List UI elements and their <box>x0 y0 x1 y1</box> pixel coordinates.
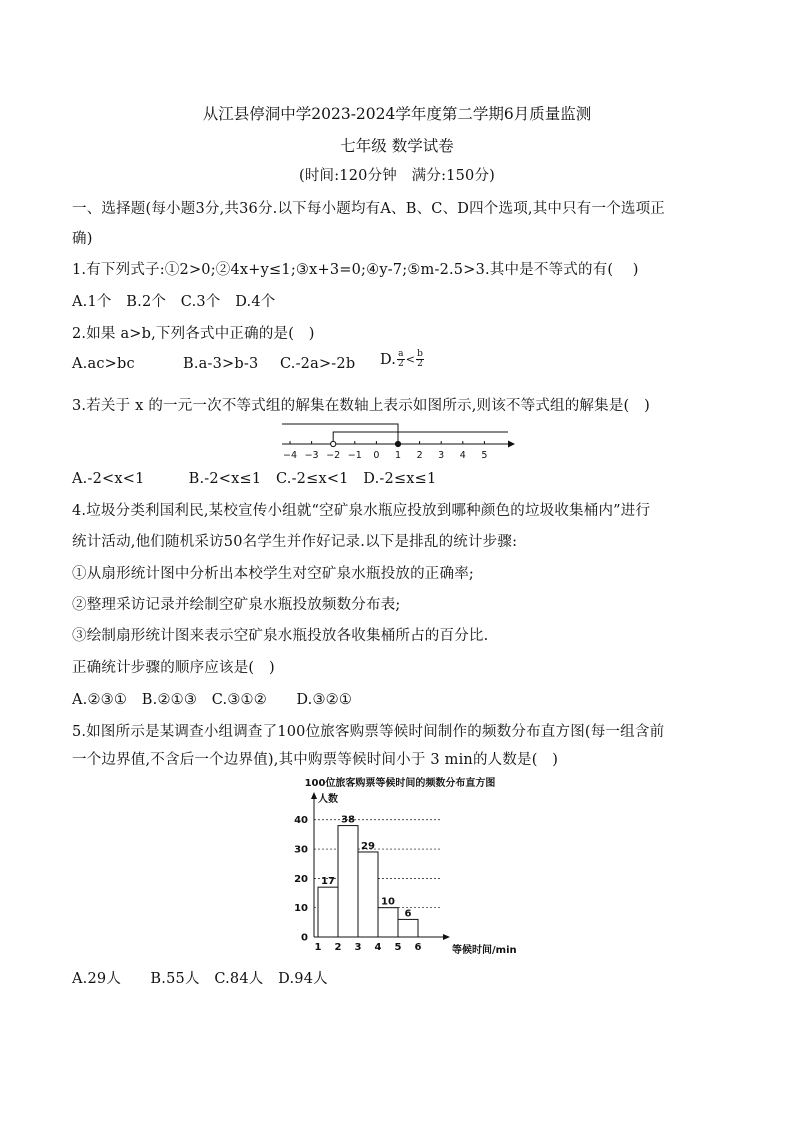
fraction-numerator: a <box>398 349 404 359</box>
number-line-tick-label: 4 <box>459 450 466 461</box>
q2-fraction-a-over-2 <box>397 350 405 369</box>
q2-option-c: C.-2a>-2b <box>280 356 356 372</box>
chart-title: 100位旅客购票等候时间的频数分布直方图 <box>304 778 496 789</box>
y-axis-label: 人数 <box>318 794 338 805</box>
q5-stem-line1: 5.如图所示是某调查小组调查了100位旅客购票等候时间制作的频数分布直方图(每一组含前 <box>72 724 665 740</box>
x-tick-label: 5 <box>394 942 402 953</box>
exam-title: 从江县停洞中学2023-2024学年度第二学期6月质量监测 <box>202 105 592 123</box>
q2-option-b: B.a-3>b-3 <box>183 356 259 372</box>
q5-options: A.29人 B.55人 C.84人 D.94人 <box>72 971 328 987</box>
q2-stem: 2.如果 a>b,下列各式中正确的是( ) <box>72 326 315 342</box>
histogram-bar <box>398 919 418 937</box>
q4-options: A.②③① B.②①③ C.③①② D.③②① <box>72 692 353 708</box>
q2-option-d-prefix: D. <box>380 351 397 368</box>
histogram-bar <box>338 826 358 937</box>
y-tick-label: 10 <box>294 903 308 915</box>
number-line-tick-label: −4 <box>282 450 298 461</box>
exam-time-info: (时间:120分钟 满分:150分) <box>298 168 496 184</box>
number-line-tick-label: −3 <box>304 450 319 461</box>
number-line-tick-label: 2 <box>416 450 423 461</box>
q5-stem-line2: 一个边界值,不含后一个边界值),其中购票等候时间小于 3 min的人数是( ) <box>72 752 559 768</box>
left-endpoint-marker <box>331 441 336 446</box>
q4-step2: ②整理采访记录并绘制空矿泉水瓶投放频数分布表; <box>72 597 401 613</box>
fraction-numerator: b <box>417 349 424 359</box>
histogram-bar <box>378 908 398 937</box>
x-tick-label: 2 <box>334 942 342 953</box>
x-tick-label: 3 <box>354 942 362 953</box>
y-tick-label: 20 <box>294 873 308 885</box>
q2-option-d <box>380 350 425 369</box>
number-line-tick-label: 3 <box>438 450 445 461</box>
q1-options: A.1个 B.2个 C.3个 D.4个 <box>72 294 276 310</box>
q5-histogram-chart <box>270 772 530 960</box>
bar-data-label: 6 <box>404 908 412 920</box>
less-than-sign: < <box>405 353 416 366</box>
y-tick-label: 30 <box>294 844 308 856</box>
q4-question: 正确统计步骤的顺序应该是( ) <box>72 660 275 676</box>
q2-option-a: A.ac>bc <box>72 356 135 372</box>
fraction-denominator: 2 <box>397 359 404 369</box>
y-tick-label: 40 <box>294 815 308 827</box>
number-line-tick-label: −2 <box>326 450 341 461</box>
q3-number-line-figure <box>276 416 518 462</box>
q1-stem: 1.有下列式子:①2>0;②4x+y≤1;③x+3=0;④y-7;⑤m-2.5>3.其中是不等式的有( ) <box>72 262 639 278</box>
histogram-bar <box>358 852 378 937</box>
bar-data-label: 10 <box>381 896 395 908</box>
number-line-tick-label: 5 <box>481 450 488 461</box>
number-line-tick-label: 0 <box>373 450 380 461</box>
q4-stem-line2: 统计活动,他们随机采访50名学生并作好记录.以下是排乱的统计步骤: <box>72 534 518 550</box>
q3-options: A.-2<x<1 B.-2<x≤1 C.-2≤x<1 D.-2≤x≤1 <box>72 471 437 487</box>
number-line-tick-label: −1 <box>347 450 362 461</box>
number-line-arrow-icon <box>508 441 515 448</box>
section-heading-line2: 确) <box>72 231 93 247</box>
x-tick-label: 4 <box>374 942 382 953</box>
section-heading-line1: 一、选择题(每小题3分,共36分.以下每小题均有A、B、C、D四个选项,其中只有一个选项正 <box>72 201 666 217</box>
bar-data-label: 38 <box>341 814 355 826</box>
x-tick-label: 1 <box>314 942 322 953</box>
x-tick-label: 6 <box>414 942 422 953</box>
q4-step1: ①从扇形统计图中分析出本校学生对空矿泉水瓶投放的正确率; <box>72 566 474 582</box>
exam-subtitle: 七年级 数学试卷 <box>340 137 454 155</box>
histogram-bar <box>318 887 338 937</box>
y-tick-label: 0 <box>301 932 308 944</box>
y-axis-arrow-icon <box>311 792 317 799</box>
q2-fraction-b-over-2 <box>416 350 424 369</box>
x-axis-arrow-icon <box>443 934 450 940</box>
right-endpoint-marker <box>395 441 400 446</box>
bar-data-label: 17 <box>321 876 335 888</box>
q4-step3: ③绘制扇形统计图来表示空矿泉水瓶投放各收集桶所占的百分比. <box>72 628 489 644</box>
number-line-tick-label: 1 <box>394 450 402 461</box>
solution-ray-from-right-endpoint <box>282 424 398 444</box>
q4-stem-line1: 4.垃圾分类利国利民,某校宣传小组就“空矿泉水瓶应投放到哪种颜色的垃圾收集桶内”进行 <box>72 503 651 519</box>
x-axis-label: 等候时间/min <box>452 945 517 956</box>
fraction-denominator: 2 <box>417 359 424 369</box>
q3-stem: 3.若关于 x 的一元一次不等式组的解集在数轴上表示如图所示,则该不等式组的解集是( ) <box>72 398 650 414</box>
bar-data-label: 29 <box>361 840 375 852</box>
solution-ray-from-left-endpoint <box>333 432 508 444</box>
